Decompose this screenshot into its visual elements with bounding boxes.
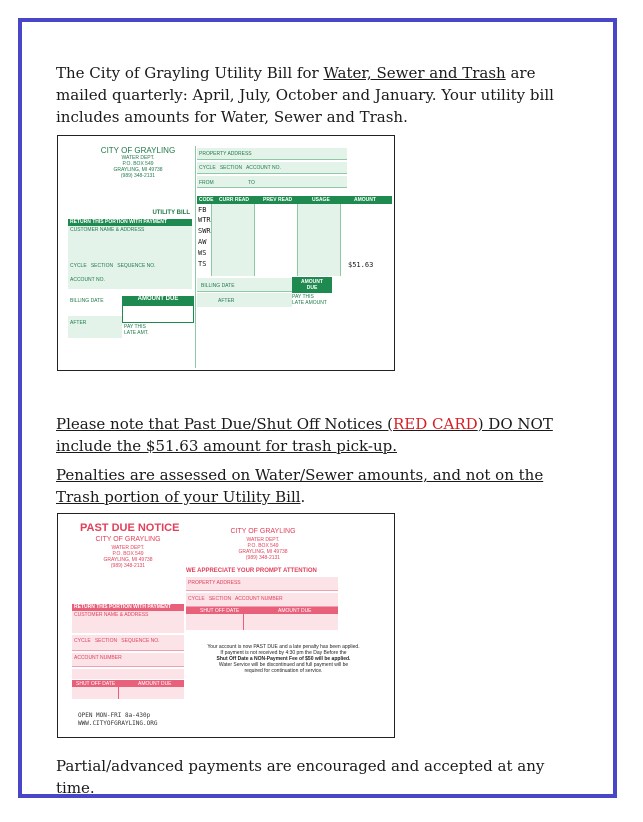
amount-due-header: AMOUNT DUE (122, 296, 194, 305)
utility-bill-image (57, 135, 395, 371)
pd-r-dept: WATER DEPT. (246, 537, 280, 543)
pd-box: P.O. BOX 549 (112, 551, 144, 557)
pd-divider-l (118, 680, 119, 699)
customer-label: CUSTOMER NAME & ADDRESS (70, 227, 145, 233)
pd-title: PAST DUE NOTICE (80, 522, 180, 534)
bill-citystate: GRAYLING, MI 49738 (113, 167, 163, 173)
from-label: FROM (199, 180, 214, 186)
pd-website: WWW.CITYOFGRAYLING.ORG (78, 720, 158, 727)
property-label: PROPERTY ADDRESS (199, 151, 252, 157)
red-card-note (56, 413, 584, 457)
pd-dept: WATER DEPT. (111, 545, 145, 551)
bill-box: P.O. BOX 549 (122, 161, 154, 167)
curr-col (211, 204, 254, 276)
pd-r-box: P.O. BOX 549 (247, 543, 279, 549)
after-r-label: AFTER (218, 298, 235, 304)
pd-hours: OPEN MON-FRI 8a-430p (78, 712, 151, 719)
pd-phone: (989) 348-2131 (110, 563, 146, 569)
bill-dept: WATER DEPT. (121, 155, 155, 161)
penalty-note (56, 464, 584, 508)
pd-r-citystate: GRAYLING, MI 49738 (238, 549, 288, 555)
pd-amount-due-r: AMOUNT DUE (278, 608, 312, 614)
pd-message-line-1: Your account is now PAST DUE and a late penalty has been applied. (207, 644, 360, 650)
from-box (197, 176, 347, 188)
pd-shutoff-box-r (186, 614, 338, 630)
pd-shut-off-l: SHUT OFF DATE (76, 681, 116, 687)
note-text: Please note that Past Due/Shut Off Notices ( (56, 415, 394, 433)
pd-message-line-4: Water Service will be discontinued and full payment will be (218, 662, 349, 668)
code-fb: FB (198, 206, 207, 214)
amount-ts: $51.63 (348, 261, 374, 269)
note-text-rest: ) DO NOT include the $51.63 amount for trash pick-up. (56, 415, 553, 455)
pd-account-label: ACCOUNT NUMBER (74, 655, 122, 661)
pd-cycle-right-label: CYCLE SECTION ACCOUNT NUMBER (188, 596, 283, 602)
closing-paragraph: Partial/advanced payments are encouraged and accepted at any time. (56, 757, 545, 797)
billing-date-label: BILLING DATE (70, 298, 104, 304)
pd-return-bar: RETURN THIS PORTION WITH PAYMENT (72, 604, 184, 611)
pd-amount-due-l: AMOUNT DUE (138, 681, 172, 687)
usage-col (297, 204, 340, 276)
amount-due-button: AMOUNT DUE (292, 277, 332, 293)
header-curr: CURR READ (219, 197, 249, 203)
intro-text: The City of Grayling Utility Bill for (56, 64, 324, 82)
pay-late-label: PAY THIS LATE AMT. (124, 324, 149, 336)
code-ts: TS (198, 260, 207, 268)
prev-col (254, 204, 297, 276)
bill-phone: (989) 348-2131 (120, 173, 156, 179)
red-card-label: RED CARD (393, 415, 478, 433)
pd-divider-r (243, 607, 244, 630)
pd-property-label: PROPERTY ADDRESS (188, 580, 241, 586)
pd-r-phone: (989) 348-2131 (245, 555, 281, 561)
pd-shutoff-bar-l (72, 680, 184, 687)
pd-message-line-2: If payment is not received by 4:30 pm the Day Before the (220, 650, 347, 656)
pd-city: CITY OF GRAYLING (95, 536, 161, 543)
bill-title: UTILITY BILL (152, 210, 190, 216)
return-bar: RETURN THIS PORTION WITH PAYMENT (68, 219, 192, 226)
code-wtr: WTR (198, 216, 211, 224)
code-aw: AW (198, 238, 207, 246)
header-usage: USAGE (312, 197, 330, 203)
header-prev: PREV READ (263, 197, 293, 203)
header-code: CODE (199, 197, 214, 203)
to-label: TO (248, 180, 255, 186)
pd-shutoff-box-l (72, 687, 184, 699)
pd-message-line-5: required for continuation of service. (244, 668, 323, 674)
after-label: AFTER (70, 320, 87, 326)
penalty-text: Penalties are assessed on Water/Sewer amounts, and not on the Trash portion of your Utility Bill (56, 466, 544, 506)
pd-shut-off-r: SHUT OFF DATE (200, 608, 240, 614)
pd-appreciate: WE APPRECIATE YOUR PROMPT ATTENTION (186, 568, 317, 574)
cycle-right-label: CYCLE SECTION ACCOUNT NO. (199, 165, 281, 171)
pd-citystate: GRAYLING, MI 49738 (103, 557, 153, 563)
pd-cycle-left-label: CYCLE SECTION SEQUENCE NO. (74, 638, 160, 644)
pd-shutoff-bar-r (186, 607, 338, 614)
pd-message (186, 644, 381, 674)
intro-text-rest: are mailed quarterly: April, July, October and January. Your utility bill includes amounts for Water, Sewer and Trash. (56, 64, 554, 126)
pd-customer-label: CUSTOMER NAME & ADDRESS (74, 612, 149, 618)
account-label: ACCOUNT NO. (70, 277, 105, 283)
table-header (197, 196, 392, 204)
amount-due-box (122, 305, 194, 323)
penalty-period: . (300, 488, 306, 506)
past-due-notice-image (57, 513, 395, 738)
bill-city: CITY OF GRAYLING (100, 146, 176, 155)
after-r-box (197, 293, 292, 307)
bill-divider (195, 146, 196, 368)
header-amount: AMOUNT (354, 197, 376, 203)
cycle-label: CYCLE SECTION SEQUENCE NO. (70, 263, 156, 269)
billing-date-r-label: BILLING DATE (201, 283, 235, 289)
intro-services: Water, Sewer and Trash (323, 64, 506, 82)
code-swr: SWR (198, 227, 211, 235)
pay-late-r-label: PAY THIS LATE AMOUNT (292, 294, 327, 306)
code-ws: WS (198, 249, 207, 257)
intro-paragraph (56, 62, 584, 128)
pd-blank-box (72, 669, 184, 679)
pd-message-line-3: Shut Off Date a NON-Payment Fee of $50 will be applied. (216, 656, 351, 662)
pd-r-city: CITY OF GRAYLING (230, 528, 296, 535)
